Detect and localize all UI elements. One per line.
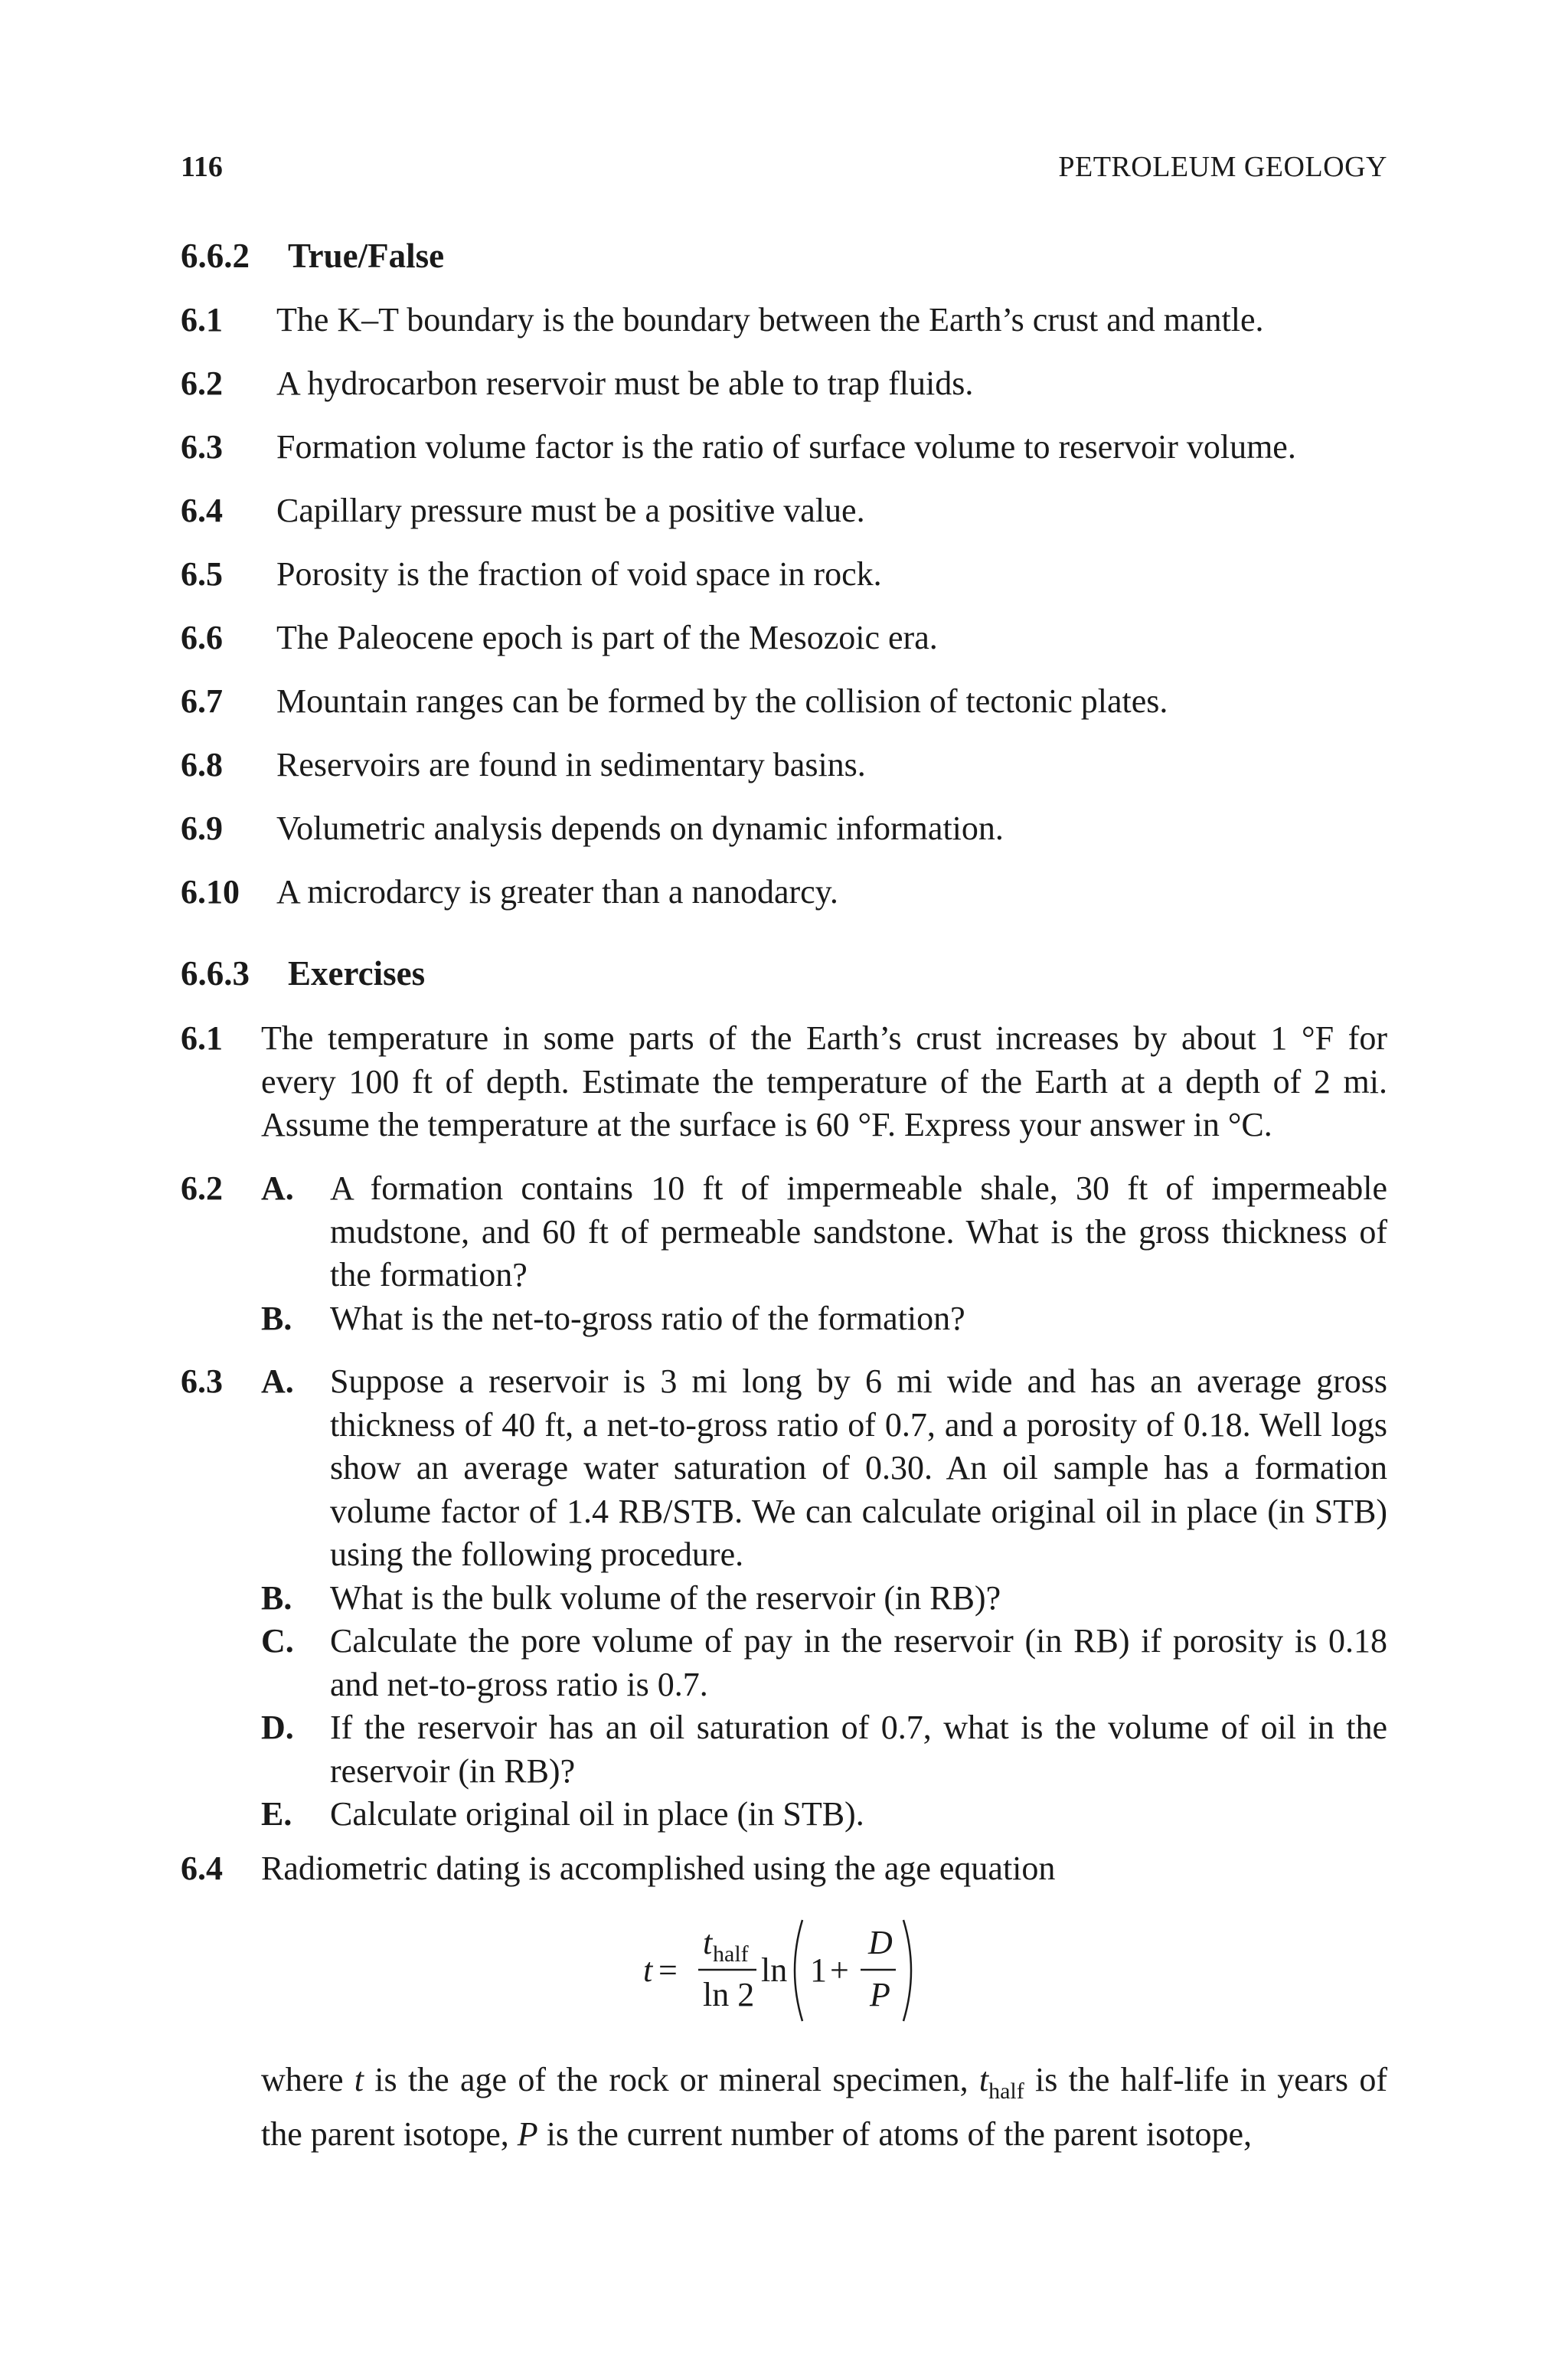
section-title: True/False [288, 237, 445, 275]
item-text: A microdarcy is greater than a nanodarcy. [276, 873, 838, 911]
item-number: 6.1 [181, 301, 223, 339]
eq-t: t [643, 1951, 653, 1989]
eq-one: 1 [810, 1951, 827, 1989]
item-text: Capillary pressure must be a positive value. [276, 492, 865, 529]
exercise-part [261, 1577, 1387, 1621]
item-text: The K–T boundary is the boundary between the Earth’s crust and mantle. [276, 301, 1264, 339]
age-equation [635, 1911, 926, 2026]
exercise-number: 6.1 [181, 1019, 223, 1057]
item-number: 6.6 [181, 619, 223, 656]
where-var-thalf: t [978, 2061, 989, 2098]
exercise-text: The temperature in some parts of the Earth’s crust increases by about 1 °F for every 100 ft of depth. Estimate the temperature of the Earth at a depth of 2 mi. Assume the temperature at the surface is 60 °F. Express your answer in °C. [261, 1019, 1387, 1143]
item-number: 6.9 [181, 810, 223, 847]
where-text: is the age of the rock or mineral specimen, [364, 2061, 979, 2098]
exercise-part [261, 1620, 1387, 1706]
part-letter: A. [261, 1169, 294, 1207]
section-heading-exercises [181, 953, 425, 993]
exercise-number: 6.2 [181, 1169, 223, 1207]
where-text: where [261, 2061, 354, 2098]
eq-plus: + [830, 1951, 849, 1989]
section-title: Exercises [288, 954, 426, 993]
eq-D: D [868, 1924, 893, 1961]
where-var-thalf-sub: half [988, 2078, 1024, 2104]
part-text: If the reservoir has an oil saturation of 0.7, what is the volume of oil in the reservoir (in RB)? [330, 1709, 1387, 1790]
item-text: Formation volume factor is the ratio of surface volume to reservoir volume. [276, 428, 1296, 466]
item-text: A hydrocarbon reservoir must be able to trap fluids. [276, 365, 974, 402]
exercise-part [261, 1706, 1387, 1793]
exercise-part [261, 1297, 1387, 1341]
where-text: is the current number of atoms of the parent isotope, [537, 2115, 1252, 2154]
page-header [181, 150, 1387, 196]
exercise-number: 6.4 [181, 1850, 223, 1887]
item-text: Porosity is the fraction of void space in rock. [276, 555, 882, 593]
part-letter: A. [261, 1362, 294, 1400]
running-title: PETROLEUM GEOLOGY [1058, 151, 1387, 183]
eq-right-paren [903, 1920, 911, 2021]
part-text: What is the bulk volume of the reservoir (in RB)? [330, 1578, 1001, 1617]
exercise-intro: Radiometric dating is accomplished using the age equation [261, 1850, 1056, 1887]
eq-left-paren [795, 1920, 802, 2021]
where-var-t: t [354, 2061, 364, 2098]
exercise-body [261, 1167, 1387, 1340]
part-letter: D. [261, 1709, 294, 1746]
section-number: 6.6.3 [181, 954, 250, 993]
part-letter: E. [261, 1795, 292, 1833]
exercise-body [261, 1360, 1387, 1837]
eq-ln: ln [761, 1951, 788, 1989]
item-text: The Paleocene epoch is part of the Mesozoic era. [276, 619, 938, 656]
part-text: What is the net-to-gross ratio of the formation? [330, 1299, 965, 1337]
item-number: 6.3 [181, 428, 223, 466]
eq-den: ln 2 [703, 1976, 755, 2013]
where-var-P: P [517, 2115, 538, 2154]
item-text: Mountain ranges can be formed by the collision of tectonic plates. [276, 682, 1168, 720]
section-heading-true-false [181, 236, 444, 276]
exercise-number: 6.3 [181, 1362, 223, 1400]
where-text: is the half-life in years of the parent isotope, [261, 2061, 1387, 2154]
part-letter: C. [261, 1622, 294, 1660]
item-number: 6.5 [181, 555, 223, 593]
section-number: 6.6.2 [181, 237, 250, 275]
page-number: 116 [181, 151, 223, 183]
item-number: 6.10 [181, 873, 240, 911]
eq-num-sub: half [713, 1941, 749, 1967]
item-text: Volumetric analysis depends on dynamic information. [276, 810, 1004, 847]
part-text: Calculate the pore volume of pay in the reservoir (in RB) if porosity is 0.18 and net-to-gross ratio is 0.7. [330, 1622, 1387, 1703]
item-number: 6.2 [181, 365, 223, 402]
part-letter: B. [261, 1299, 292, 1337]
part-text: A formation contains 10 ft of impermeable shale, 30 ft of impermeable mudstone, and 60 ft of permeable sandstone. What is the gross thickness of the formation? [330, 1169, 1387, 1294]
item-text: Reservoirs are found in sedimentary basins. [276, 746, 866, 783]
part-text: Calculate original oil in place (in STB). [330, 1795, 864, 1833]
part-letter: B. [261, 1578, 292, 1617]
item-number: 6.7 [181, 682, 223, 720]
exercise-part [261, 1360, 1387, 1577]
item-number: 6.4 [181, 492, 223, 529]
item-number: 6.8 [181, 746, 223, 783]
eq-P: P [870, 1976, 890, 2013]
exercise-part [261, 1167, 1387, 1297]
eq-equals: = [658, 1951, 678, 1989]
where-paragraph [261, 2059, 1387, 2157]
eq-num-t: t [703, 1924, 713, 1961]
exercise-part [261, 1793, 1387, 1837]
part-text: Suppose a reservoir is 3 mi long by 6 mi wide and has an average gross thickness of 40 ft, a net-to-gross ratio of 0.7, and a porosity of 0.18. Well logs show an average water saturation of 0.30. An oil sample has a formation volume factor of 1.4 RB/STB. We can calculate original oil in place (in STB) using the following procedure. [330, 1362, 1387, 1573]
